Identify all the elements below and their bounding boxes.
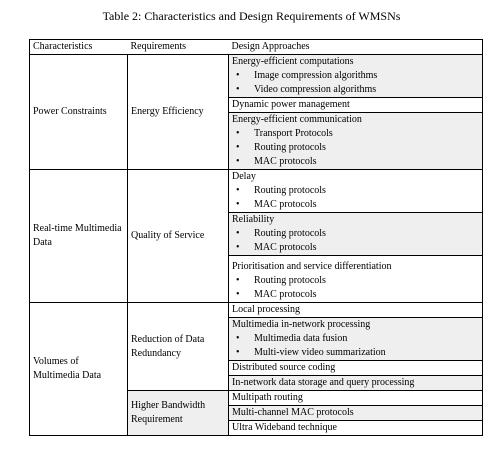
bullet-list [232, 127, 479, 169]
list-item: • Routing protocols [232, 274, 479, 288]
characteristics-table [29, 39, 483, 436]
block-title: Local processing [232, 304, 301, 315]
characteristic-cell: Power Constraints [30, 55, 128, 170]
bullet-list [232, 274, 479, 302]
list-item: • Transport Protocols [232, 127, 479, 141]
requirement-cell: Reduction of Data Redundancy [128, 303, 229, 391]
design-approach-cell [229, 318, 483, 361]
list-item: • Routing protocols [232, 227, 479, 241]
block-title: Multimedia in-network processing [232, 319, 371, 330]
requirement-cell: Higher Bandwidth Requirement [128, 391, 229, 436]
characteristic-cell: Real-time Multimedia Data [30, 170, 128, 303]
list-item: • Routing protocols [232, 141, 479, 155]
design-approach-cell [229, 303, 483, 318]
design-approach-cell [229, 55, 483, 98]
design-approach-cell [229, 376, 483, 391]
header-requirements: Requirements [128, 40, 229, 55]
design-approach-cell [229, 256, 483, 303]
list-item: • Routing protocols [232, 184, 479, 198]
block-title: Reliability [232, 214, 275, 225]
table-row [30, 55, 483, 98]
characteristic-cell: Volumes of Multimedia Data [30, 303, 128, 436]
list-item: • Video compression algorithms [232, 83, 479, 97]
list-item: • Image compression algorithms [232, 69, 479, 83]
table-row [30, 303, 483, 318]
list-item: • Multi-view video summarization [232, 346, 479, 360]
bullet-list [232, 69, 479, 97]
block-title: Multipath routing [232, 392, 303, 403]
table-row [30, 170, 483, 213]
list-item: • MAC protocols [232, 198, 479, 212]
block-title: Multi-channel MAC protocols [232, 407, 354, 418]
design-approach-cell [229, 406, 483, 421]
requirement-cell: Energy Efficiency [128, 55, 229, 170]
table-header-row [30, 40, 483, 55]
block-title: Dynamic power management [232, 99, 350, 110]
design-approach-cell [229, 113, 483, 170]
block-title: Prioritisation and service differentiation [232, 261, 392, 272]
table-caption: Table 2: Characteristics and Design Requirements of WMSNs [102, 9, 401, 23]
list-item: • MAC protocols [232, 241, 479, 255]
design-approach-cell [229, 170, 483, 213]
header-characteristics: Characteristics [30, 40, 128, 55]
block-title: Energy-efficient communication [232, 114, 362, 125]
list-item: • MAC protocols [232, 155, 479, 169]
design-approach-cell [229, 213, 483, 256]
block-title: Energy-efficient computations [232, 56, 354, 67]
list-item: • MAC protocols [232, 288, 479, 302]
bullet-list [232, 332, 479, 360]
design-approach-cell [229, 391, 483, 406]
block-title: In-network data storage and query processing [232, 377, 415, 388]
list-item: • Multimedia data fusion [232, 332, 479, 346]
design-approach-cell [229, 421, 483, 436]
bullet-list [232, 227, 479, 255]
block-title: Delay [232, 171, 256, 182]
block-title: Ultra Wideband technique [232, 422, 337, 433]
design-approach-cell [229, 98, 483, 113]
requirement-cell: Quality of Service [128, 170, 229, 303]
block-title: Distributed source coding [232, 362, 336, 373]
bullet-list [232, 184, 479, 212]
header-design-approaches: Design Approaches [229, 40, 483, 55]
design-approach-cell [229, 361, 483, 376]
